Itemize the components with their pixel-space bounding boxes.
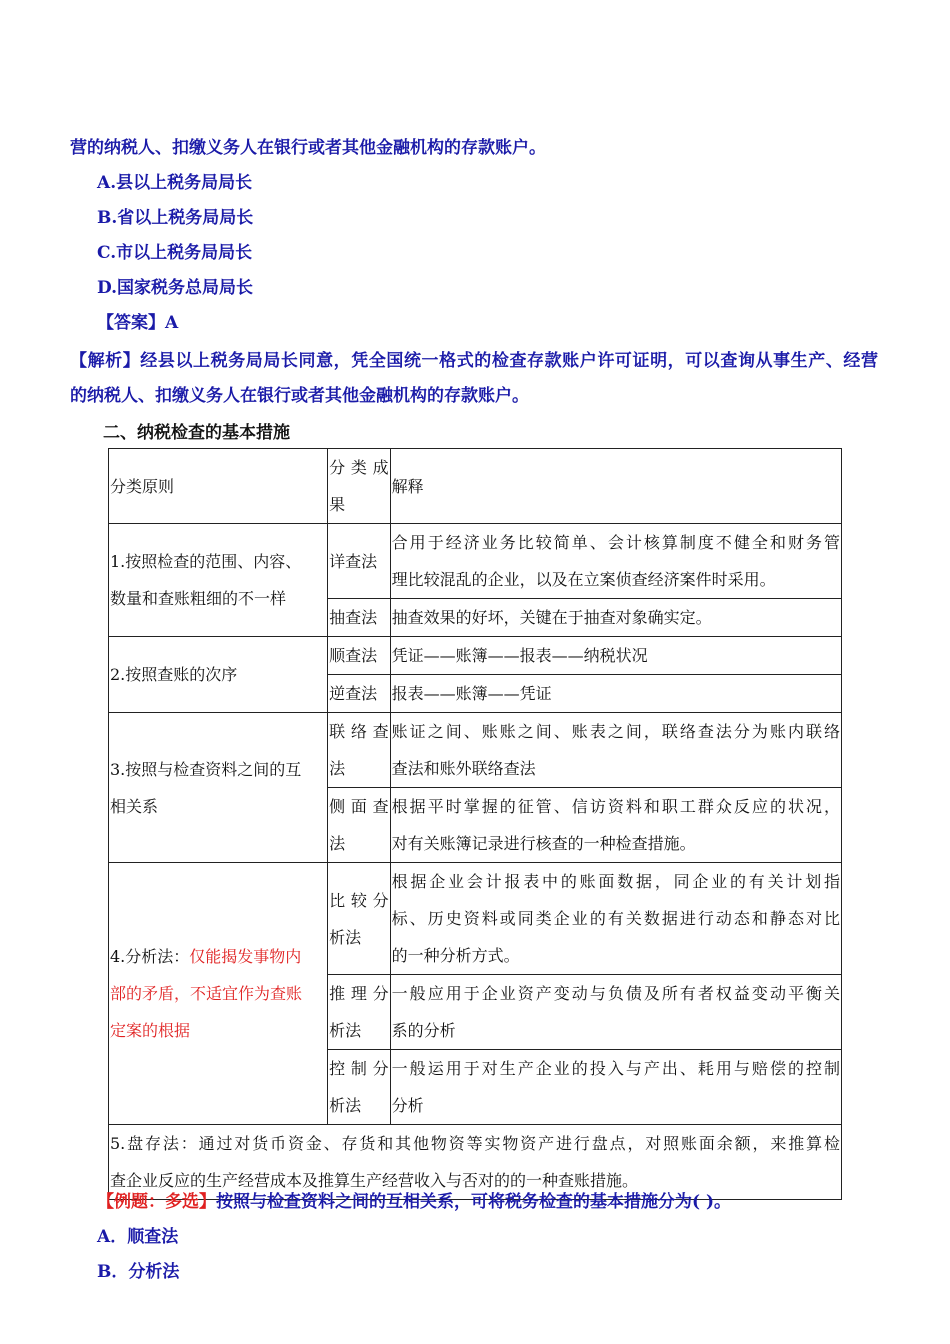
analysis-line-1: 【解析】经县以上税务局局长同意，凭全国统一格式的检查存款账户许可证明，可以查询从事生产、经营 <box>70 351 878 371</box>
principle-cell: 3.按照与检查资料之间的互 相关系 <box>109 713 328 863</box>
explanation-cell: 一般运用于对生产企业的投入与产出、耗用与赔偿的控制 分析 <box>390 1050 841 1125</box>
principle-cell: 4.分析法：仅能揭发事物内 部的矛盾，不适宜作为查账 定案的根据 <box>109 863 328 1125</box>
option-c: C.市以上税务局局长 <box>97 243 253 263</box>
method-cell: 详查法 <box>328 524 391 599</box>
method-cell: 联络查 法 <box>328 713 391 788</box>
question-continuation: 营的纳税人、扣缴义务人在银行或者其他金融机构的存款账户。 <box>70 138 546 158</box>
explanation-cell: 根据企业会计报表中的账面数据，同企业的有关计划指 标、历史资料或同类企业的有关数据进行动态和静态对比 的一种分析方式。 <box>390 863 841 975</box>
table-row <box>109 713 842 788</box>
answer-label: 【答案】A <box>97 313 179 333</box>
method-cell: 推理分 析法 <box>328 975 391 1050</box>
table-row <box>109 524 842 599</box>
explanation-cell: 根据平时掌握的征管、信访资料和职工群众反应的状况， 对有关账簿记录进行核查的一种检查措施。 <box>390 788 841 863</box>
method-cell: 抽查法 <box>328 599 391 637</box>
header-result: 分类成 果 <box>328 449 391 524</box>
analysis-line-2: 的纳税人、扣缴义务人在银行或者其他金融机构的存款账户。 <box>70 386 529 406</box>
method-cell: 比较分 析法 <box>328 863 391 975</box>
method-cell: 控制分 析法 <box>328 1050 391 1125</box>
option-b: B.省以上税务局局长 <box>97 208 254 228</box>
inspection-methods-table <box>108 448 842 1200</box>
table-row <box>109 863 842 975</box>
example-option-a: A．顺查法 <box>97 1227 179 1247</box>
example-option-b: B．分析法 <box>97 1262 180 1282</box>
explanation-cell: 一般应用于企业资产变动与负债及所有者权益变动平衡关 系的分析 <box>390 975 841 1050</box>
full-width-cell: 5.盘存法：通过对货币资金、存货和其他物资等实物资产进行盘点，对照账面余额，来推算检 查企业反应的生产经营成本及推算生产经营收入与否对的的一种查账措施。 <box>109 1125 842 1200</box>
table-row <box>109 637 842 675</box>
explanation-cell: 账证之间、账账之间、账表之间，联络查法分为账内联络 查法和账外联络查法 <box>390 713 841 788</box>
explanation-cell: 凭证——账簿——报表——纳税状况 <box>390 637 841 675</box>
table-header-row <box>109 449 842 524</box>
section-heading: 二、纳税检查的基本措施 <box>103 423 290 443</box>
explanation-cell: 合用于经济业务比较简单、会计核算制度不健全和财务管 理比较混乱的企业，以及在立案侦查经济案件时采用。 <box>390 524 841 599</box>
header-principle: 分类原则 <box>109 449 328 524</box>
principle-cell: 1.按照检查的范围、内容、 数量和查账粗细的不一样 <box>109 524 328 637</box>
method-cell: 逆查法 <box>328 675 391 713</box>
explanation-cell: 报表——账簿——凭证 <box>390 675 841 713</box>
method-cell: 顺查法 <box>328 637 391 675</box>
example-question: 【例题：多选】按照与检查资料之间的互相关系，可将税务检查的基本措施分为( )。 <box>97 1192 732 1212</box>
header-explanation: 解释 <box>390 449 841 524</box>
principle-cell: 2.按照查账的次序 <box>109 637 328 713</box>
option-a: A.县以上税务局局长 <box>97 173 253 193</box>
method-cell: 侧面查 法 <box>328 788 391 863</box>
explanation-cell: 抽查效果的好坏，关键在于抽查对象确实定。 <box>390 599 841 637</box>
option-d: D.国家税务总局局长 <box>97 278 254 298</box>
